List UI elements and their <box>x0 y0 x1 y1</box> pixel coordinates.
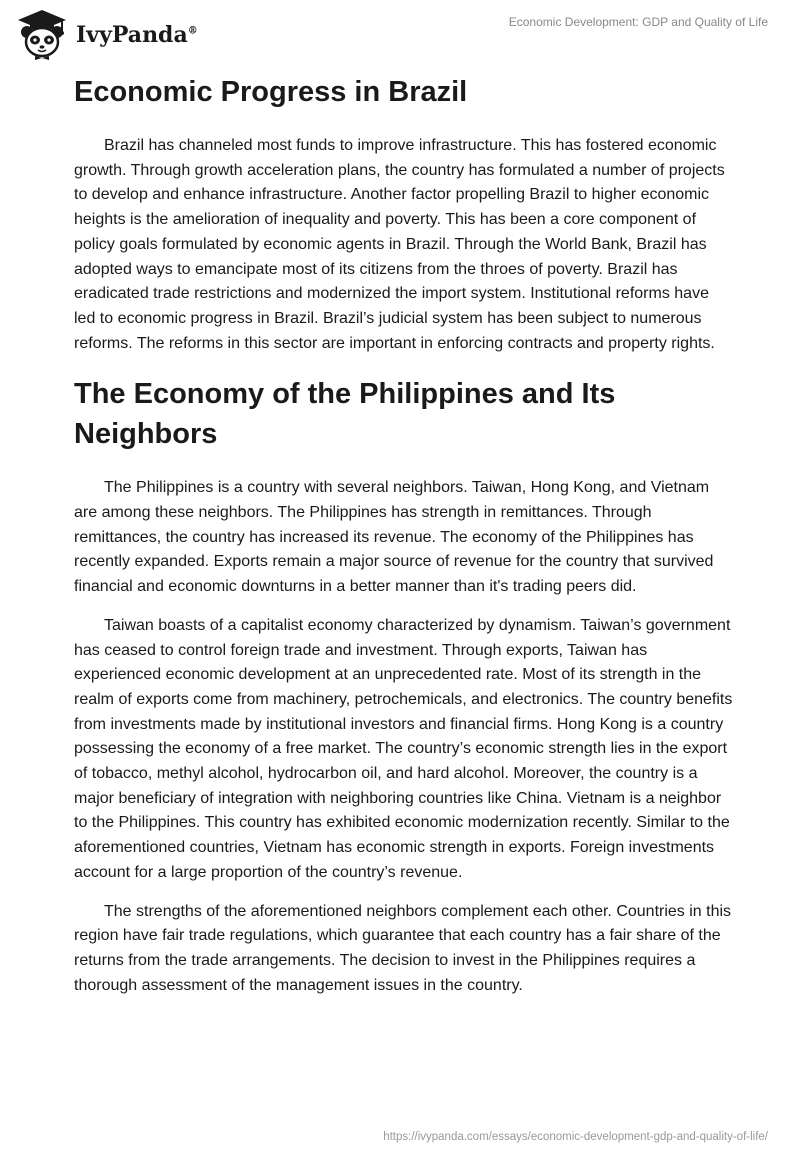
panda-graduate-icon <box>14 8 70 60</box>
document-title: Economic Development: GDP and Quality of Life <box>508 15 768 29</box>
ivypanda-logo[interactable] <box>14 8 198 60</box>
section-heading-brazil: Economic Progress in Brazil <box>74 76 468 108</box>
paragraph: The Philippines is a country with several neighbors. Taiwan, Hong Kong, and Vietnam are among these neighbors. The Philippines has strength in remittances. Through remittances, the country has increased its revenue. The economy of the Philippines has recently expanded. Exports remain a major source of revenue for the country that survived financial and economic downturns in a better manner than it's trading peers did. <box>74 479 714 596</box>
paragraph: Taiwan boasts of a capitalist economy characterized by dynamism. Taiwan’s government has ceased to control foreign trade and investment. Through exports, Taiwan has experienced economic development at an unprecedented rate. Most of its strength in the realm of exports come from machinery, petrochemicals, and electronics. The country benefits from investments made by institutional investors and financial firms. Hong Kong is a country possessing the economy of a free market. The country’s economic strength lies in the export of tobacco, methyl alcohol, hydrocarbon oil, and hard alcohol. Moreover, the country is a major beneficiary of integration with neighboring countries like China. Vietnam is a neighbor to the Philippines. This country has exhibited economic modernization recently. Similar to the aforementioned countries, Vietnam has economic strength in exports. Foreign investments account for a large proportion of the country’s revenue. <box>74 616 733 881</box>
page-header <box>0 0 800 70</box>
paragraph: Brazil has channeled most funds to improve infrastructure. This has fostered economic growth. Through growth acceleration plans, the country has formulated a number of projects to develop and enhance infrastructure. Another factor propelling Brazil to higher economic heights is the amelioration of inequality and poverty. This has been a core component of policy goals formulated by economic agents in Brazil. Through the World Bank, Brazil has adopted ways to emancipate most of its citizens from the throes of poverty. Brazil has eradicated trade restrictions and modernized the import system. Institutional reforms have led to economic progress in Brazil. Brazil’s judicial system has been subject to numerous reforms. The reforms in this sector are important in enforcing contracts and property rights. <box>74 137 725 352</box>
section-heading-philippines: The Economy of the Philippines and Its Neighbors <box>74 378 616 451</box>
paragraph: The strengths of the aforementioned neighbors complement each other. Countries in this region have fair trade regulations, which guarantee that each country has a fair share of the returns from the trade arrangements. The decision to invest in the Philippines requires a thorough assessment of the management issues in the country. <box>74 902 732 994</box>
source-url-link[interactable]: https://ivypanda.com/essays/economic-development-gdp-and-quality-of-life/ <box>383 1131 768 1143</box>
logo-wordmark: IvyPanda® <box>76 22 198 48</box>
article-body <box>74 72 734 1012</box>
